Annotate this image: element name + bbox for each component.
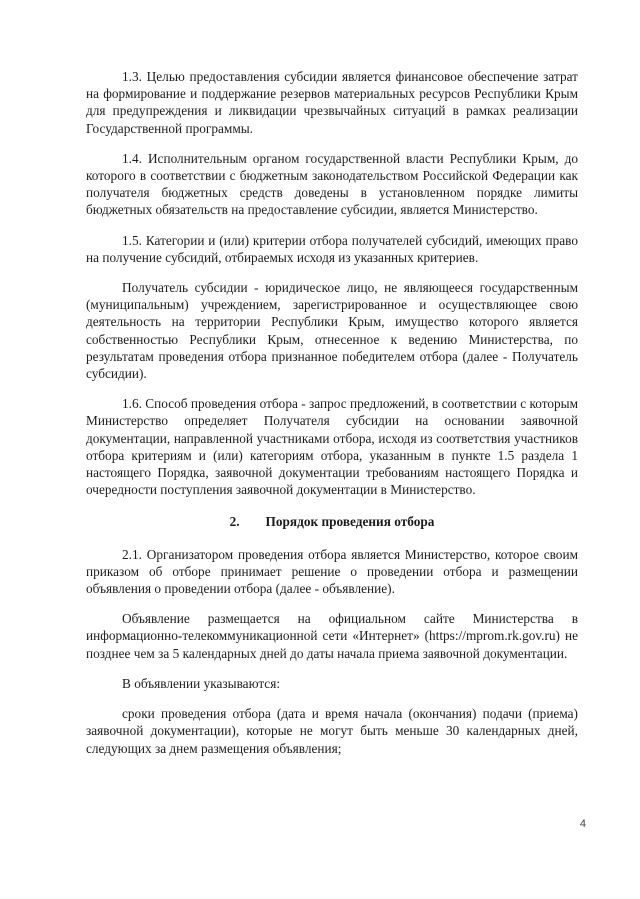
paragraph-1-4: 1.4. Исполнительным органом государственной власти Республики Крым, до которого в соответствии с бюджетным законодательством Российской Федерации как получателя бюджетных средств доведены в установленном порядке лимиты бюджетных обязательств на предоставление субсидии, является Министерство. bbox=[86, 150, 578, 218]
paragraph-specified: В объявлении указываются: bbox=[122, 675, 281, 691]
section-2-heading bbox=[86, 513, 578, 530]
page-number: 4 bbox=[579, 818, 586, 830]
paragraph-1-3: 1.3. Целью предоставления субсидии является финансовое обеспечение затрат на формирование и поддержание резервов материальных ресурсов Республики Крым для предупреждения и ликвидации чрезвычайных ситуаций в рамках реализации Государственной программы. bbox=[86, 69, 578, 136]
paragraph-announcement: Объявление размещается на официальном сайте Министерства в информационно-телекоммуникационной сети «Интернет» (https://mprom.rk.gov.ru) не позднее чем за 5 календарных дней до даты начала приема заявочной документации. bbox=[86, 611, 578, 661]
paragraph-1-5: 1.5. Категории и (или) критерии отбора получателей субсидий, имеющих право на получение субсидий, отбираемых исходя из указанных критериев. bbox=[86, 232, 578, 265]
section-2-number: 2. bbox=[229, 514, 240, 530]
paragraph-recipient: Получатель субсидии - юридическое лицо, не являющееся государственным (муниципальным) учреждением, зарегистрированное и осуществляющее свою деятельность на территории Республики Крым, имущество которого является собственностью Республики Крым, отнесенное к ведению Министерства, по результатам проведения отбора признанное победителем отбора (далее - Получатель субсидии). bbox=[86, 280, 578, 382]
paragraph-2-1: 2.1. Организатором проведения отбора является Министерство, которое своим приказом об отборе принимает решение о проведении отбора и размещении объявления о проведении отбора (далее - объявление). bbox=[86, 546, 578, 597]
paragraph-deadlines: сроки проведения отбора (дата и время начала (окончания) подачи (приема) заявочной документации), которые не могут быть меньше 30 календарных дней, следующих за днем размещения объявления; bbox=[86, 706, 578, 756]
section-2-title: Порядок проведения отбора bbox=[265, 514, 435, 530]
paragraph-1-6: 1.6. Способ проведения отбора - запрос предложений, в соответствии с которым Министерство определяет Получателя субсидии на основании заявочной документации, направленной участниками отбора, исходя из соответствия участников отбора критериям и (или) категориям отбора, указанным в пункте 1.5 раздела 1 настоящего Порядка, заявочной документации требованиям настоящего Порядка и очередности поступления заявочной документации в Министерство. bbox=[86, 396, 578, 498]
